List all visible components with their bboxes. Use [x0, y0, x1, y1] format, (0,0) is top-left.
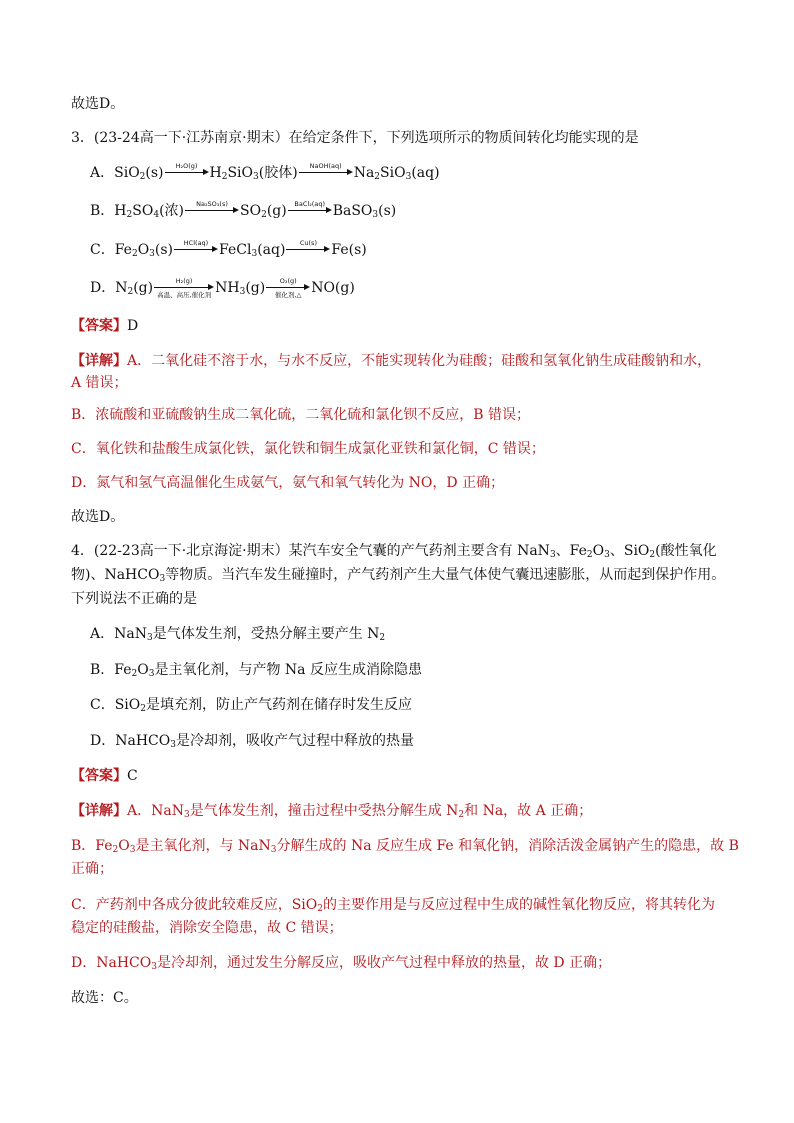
q4-detail-2: B．$Fe_2O_3$是主氧化剂，与 NaN$_3$分解生成的 Na 反应生成 Fe 和氧化钠，消除活泼金属钠产生的隐患，故 B [71, 838, 739, 855]
q4-stem-3: 下列说法不正确的是 [71, 591, 197, 607]
reaction-arrow: H₂(g) 高温、高压,催化剂 [154, 278, 214, 298]
reaction-arrow: Cu(s) [286, 240, 330, 260]
reaction-arrow: NaOH(aq) [299, 163, 353, 183]
q3-option-b: B．$H_2SO_4$(浓) Na₂SO₃(s) $SO_2(g)$ BaCl₂(aq) BaSO$_3$(s) [90, 200, 397, 220]
q3-option-d: D．$N_2(g)$ H₂(g) 高温、高压,催化剂 $NH_3(g)$ O₂(g) 催化剂,△ NO(g) [90, 277, 355, 299]
q3-option-c: C．$Fe_2O_3(s)$ HCl(aq) FeCl$_3$(aq) Cu(s) Fe(s) [90, 239, 367, 259]
previous-conclusion: 故选D。 [71, 96, 125, 112]
q3-detail-1b: A 错误； [71, 375, 128, 391]
reaction-arrow: Na₂SO₃(s) [185, 201, 239, 221]
q3-answer: 【答案】D [71, 318, 139, 334]
q4-detail-3: C．产药剂中各成分彼此较难反应，SiO$_2$的主要作用是与反应过程中生成的碱性氧化物反应，将其转化为 [71, 897, 715, 914]
q4-stem-1: 4．(22-23高一下·北京海淀·期末）某汽车安全气囊的产气药剂主要含有 NaN$_3$、$Fe_2O_3$、SiO$_2$(酸性氧化 [71, 543, 717, 560]
reaction-arrow: O₂(g) 催化剂,△ [266, 278, 310, 298]
q4-option-d: D．NaHCO$_3$是冷却剂，吸收产气过程中释放的热量 [90, 733, 414, 750]
q4-conclusion: 故选：C。 [71, 990, 138, 1006]
q3-option-a: A．SiO$_2$(s) H₂O(g) $H_2SiO_3$(胶体) NaOH(aq) $Na_2SiO_3(aq)$ [90, 162, 440, 182]
q4-option-b: B．$Fe_2O_3$是主氧化剂，与产物 Na 反应生成消除隐患 [90, 662, 422, 679]
q4-detail-1: 【详解】A．NaN$_3$是气体发生剂，撞击过程中受热分解生成 $N_2$和 Na，故 A 正确； [71, 803, 593, 820]
q4-option-a: A．NaN$_3$是气体发生剂，受热分解主要产生 $N_2$ [90, 626, 386, 643]
q4-detail-3b: 稳定的硅酸盐，消除安全隐患，故 C 错误； [71, 920, 343, 936]
reaction-arrow: BaCl₂(aq) [288, 201, 332, 221]
q4-detail-4: D．NaHCO$_3$是冷却剂，通过发生分解反应，吸收产气过程中释放的热量，故 D 正确； [71, 955, 612, 972]
q4-option-c: C．SiO$_2$是填充剂，防止产气药剂在储存时发生反应 [90, 697, 412, 714]
q3-stem: 3．(23-24高一下·江苏南京·期末）在给定条件下，下列选项所示的物质间转化均能实现的是 [71, 130, 639, 146]
reaction-arrow: H₂O(g) [165, 163, 209, 183]
q3-conclusion: 故选D。 [71, 509, 125, 525]
q3-detail-3: C．氧化铁和盐酸生成氯化铁，氯化铁和铜生成氯化亚铁和氯化铜，C 错误； [71, 441, 545, 457]
reaction-arrow: HCl(aq) [174, 240, 218, 260]
q4-stem-2: 物)、NaHCO$_3$等物质。当汽车发生碰撞时，产气药剂产生大量气体使气囊迅速膨胀，从而起到保护作用。 [71, 567, 726, 584]
q4-detail-2b: 正确； [71, 861, 113, 877]
q3-detail-4: D．氮气和氢气高温催化生成氨气，氨气和氧气转化为 NO，D 正确； [71, 475, 505, 491]
q4-answer: 【答案】C [71, 768, 138, 784]
q3-detail-1: 【详解】A．二氧化硅不溶于水，与水不反应，不能实现转化为硅酸；硅酸和氢氧化钠生成硅酸钠和水， [71, 353, 712, 369]
q3-detail-2: B．浓硫酸和亚硫酸钠生成二氧化硫，二氧化硫和氯化钡不反应，B 错误； [71, 407, 531, 423]
